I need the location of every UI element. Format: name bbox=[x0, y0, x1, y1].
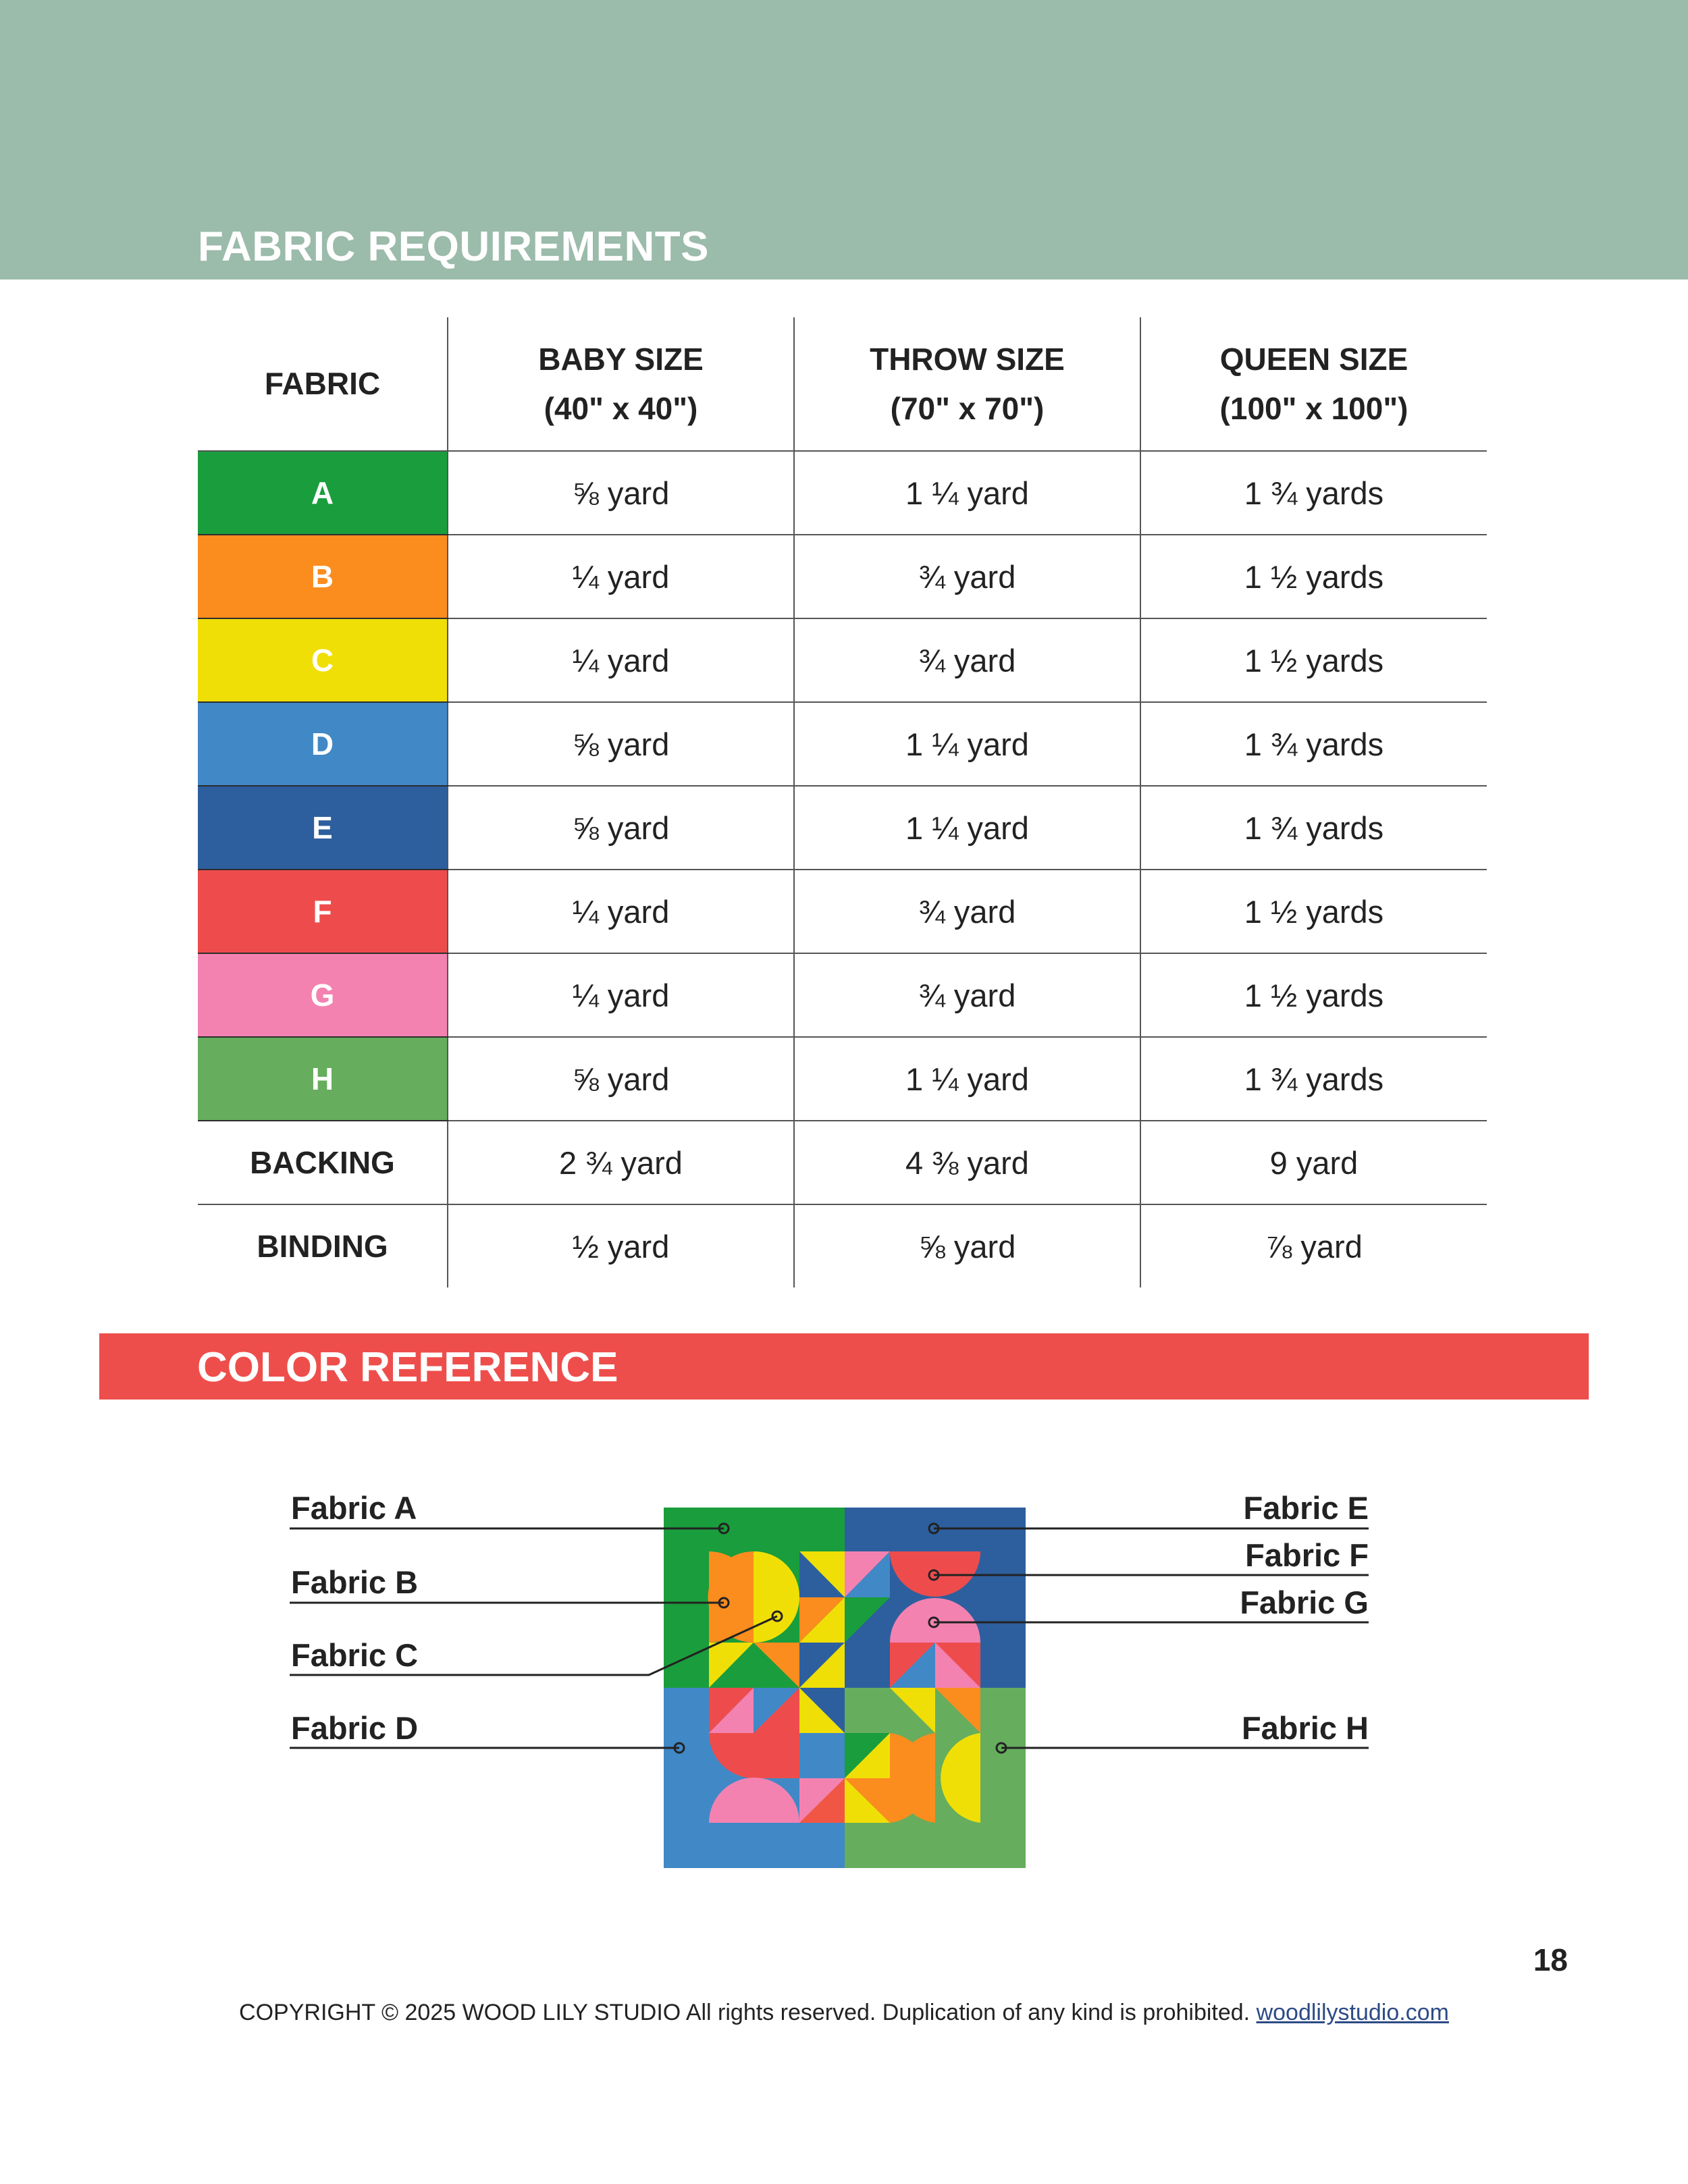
queen-amount: 1 ½ yards bbox=[1140, 535, 1487, 618]
label-fabric-f: Fabric F bbox=[1245, 1537, 1369, 1573]
header-fabric: FABRIC bbox=[198, 317, 448, 451]
label-fabric-h: Fabric H bbox=[1241, 1710, 1369, 1746]
fabric-swatch-h: H bbox=[198, 1037, 448, 1121]
label-fabric-g: Fabric G bbox=[1240, 1584, 1369, 1620]
baby-amount: ¼ yard bbox=[448, 535, 794, 618]
label-fabric-c: Fabric C bbox=[291, 1637, 419, 1673]
fabric-swatch-e: E bbox=[198, 786, 448, 870]
queen-amount: 1 ½ yards bbox=[1140, 618, 1487, 702]
fabric-swatch-c: C bbox=[198, 618, 448, 702]
throw-amount: 4 ⅜ yard bbox=[794, 1121, 1140, 1204]
baby-amount: ¼ yard bbox=[448, 953, 794, 1037]
fabric-swatch-f: F bbox=[198, 870, 448, 953]
throw-amount: 1 ¼ yard bbox=[794, 1037, 1140, 1121]
throw-amount: ¾ yard bbox=[794, 870, 1140, 953]
header-queen-size: QUEEN SIZE (100" x 100") bbox=[1140, 317, 1487, 451]
queen-amount: 1 ½ yards bbox=[1140, 953, 1487, 1037]
header-baby-size: BABY SIZE (40" x 40") bbox=[448, 317, 794, 451]
throw-amount: 1 ¼ yard bbox=[794, 786, 1140, 870]
baby-amount: ⅝ yard bbox=[448, 702, 794, 786]
fabric-swatch-b: B bbox=[198, 535, 448, 618]
throw-amount: ¾ yard bbox=[794, 535, 1140, 618]
fabric-requirements-title: FABRIC REQUIREMENTS bbox=[198, 223, 709, 270]
throw-amount: 1 ¼ yard bbox=[794, 451, 1140, 535]
queen-amount: ⅞ yard bbox=[1140, 1204, 1487, 1287]
baby-amount: ⅝ yard bbox=[448, 786, 794, 870]
baby-amount: ⅝ yard bbox=[448, 451, 794, 535]
header-throw-size: THROW SIZE (70" x 70") bbox=[794, 317, 1140, 451]
label-fabric-d: Fabric D bbox=[291, 1710, 419, 1746]
label-fabric-e: Fabric E bbox=[1243, 1490, 1369, 1526]
label-fabric-a: Fabric A bbox=[291, 1490, 417, 1526]
fabric-swatch-a: A bbox=[198, 451, 448, 535]
queen-amount: 1 ½ yards bbox=[1140, 870, 1487, 953]
throw-amount: ¾ yard bbox=[794, 618, 1140, 702]
page-number: 18 bbox=[1533, 1942, 1568, 1977]
fabric-swatch-g: G bbox=[198, 953, 448, 1037]
copyright-text: COPYRIGHT © 2025 WOOD LILY STUDIO All rights reserved. Duplication of any kind is prohibited. bbox=[239, 2000, 1250, 2025]
queen-amount: 1 ¾ yards bbox=[1140, 451, 1487, 535]
throw-amount: ¾ yard bbox=[794, 953, 1140, 1037]
footer bbox=[0, 2000, 1688, 2026]
backing-label: BACKING bbox=[198, 1121, 448, 1204]
throw-amount: 1 ¼ yard bbox=[794, 702, 1140, 786]
throw-amount: ⅝ yard bbox=[794, 1204, 1140, 1287]
binding-label: BINDING bbox=[257, 1229, 388, 1264]
baby-amount: ½ yard bbox=[448, 1204, 794, 1287]
baby-amount: ⅝ yard bbox=[448, 1037, 794, 1121]
queen-amount: 1 ¾ yards bbox=[1140, 786, 1487, 870]
queen-amount: 9 yard bbox=[1140, 1121, 1487, 1204]
color-reference-title: COLOR REFERENCE bbox=[197, 1344, 618, 1391]
queen-amount: 1 ¾ yards bbox=[1140, 1037, 1487, 1121]
fabric-swatch-d: D bbox=[198, 702, 448, 786]
label-fabric-b: Fabric B bbox=[291, 1564, 419, 1600]
baby-amount: ¼ yard bbox=[448, 870, 794, 953]
queen-amount: 1 ¾ yards bbox=[1140, 702, 1487, 786]
baby-amount: 2 ¾ yard bbox=[448, 1121, 794, 1204]
baby-amount: ¼ yard bbox=[448, 618, 794, 702]
website-link[interactable]: woodlilystudio.com bbox=[1256, 2000, 1449, 2025]
